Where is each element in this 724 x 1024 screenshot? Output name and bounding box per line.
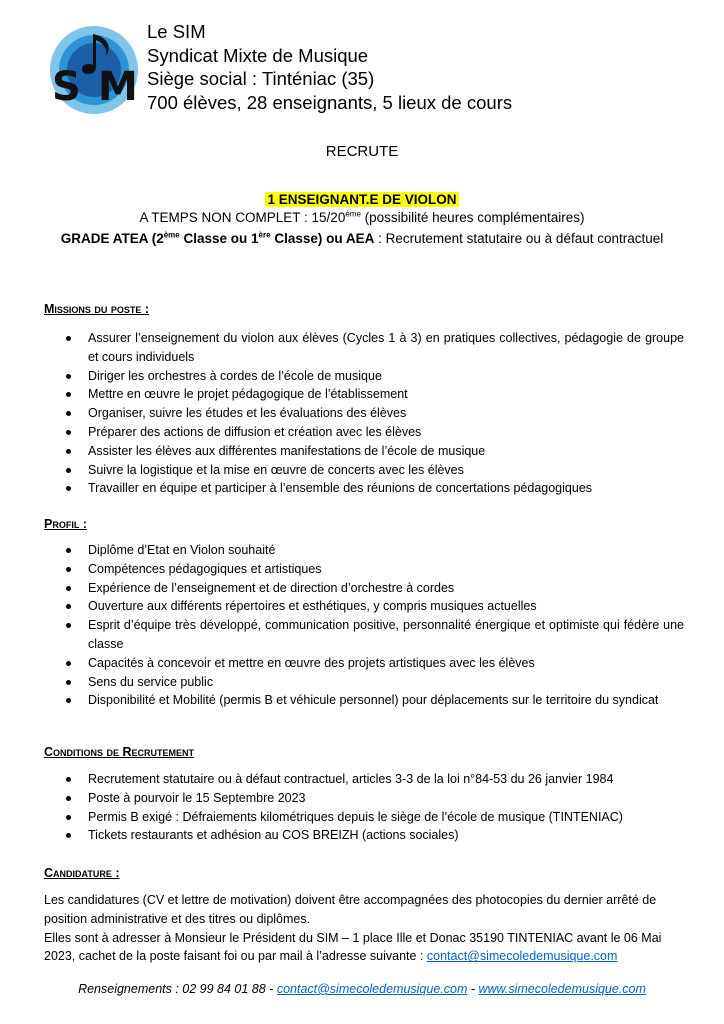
candidature-text xyxy=(44,891,684,966)
grade-c: Classe) ou AEA xyxy=(270,231,375,246)
list-item: Poste à pourvoir le 15 Septembre 2023 xyxy=(44,789,684,808)
header-text xyxy=(147,20,512,114)
list-item: Suivre la logistique et la mise en œuvre de concerts avec les élèves xyxy=(44,461,684,480)
footer-separator: - xyxy=(467,982,479,996)
list-item: Diriger les orchestres à cordes de l’école de musique xyxy=(44,367,684,386)
conditions-title: Conditions de Recrutement xyxy=(44,745,195,759)
list-item: Ouverture aux différents répertoires et esthétiques, y compris musiques actuelles xyxy=(44,597,684,616)
list-item: Disponibilité et Mobilité (permis B et véhicule personnel) pour déplacements sur le territoire du syndicat xyxy=(44,691,684,710)
candidature-p2 xyxy=(44,929,684,967)
bullet-icon xyxy=(66,698,71,703)
bullet-icon xyxy=(66,796,71,801)
footer-website-link[interactable]: www.simecoledemusique.com xyxy=(478,982,646,996)
bullet-icon xyxy=(66,411,71,416)
bullet-icon xyxy=(66,661,71,666)
bullet-icon xyxy=(66,486,71,491)
job-title-wrap xyxy=(0,191,724,209)
footer-label: Renseignements : 02 99 84 01 88 - xyxy=(78,982,277,996)
conditions-list xyxy=(44,770,684,845)
list-item: Travailler en équipe et participer à l’ensemble des réunions de concertations pédagogiques xyxy=(44,479,684,498)
time-prefix: A TEMPS NON COMPLET : 15/20 xyxy=(139,210,346,225)
bullet-icon xyxy=(66,430,71,435)
time-suffix: (possibilité heures complémentaires) xyxy=(360,210,585,225)
header-line: Le SIM xyxy=(147,21,206,42)
list-item: Assurer l’enseignement du violon aux élèves (Cycles 1 à 3) en pratiques collectives, pédagogie de groupe et cours individuels xyxy=(44,329,684,367)
time-line xyxy=(0,210,724,225)
list-item: Esprit d’équipe très développé, communication positive, personnalité énergique et optimiste qui fédère une classe xyxy=(44,616,684,654)
bullet-icon xyxy=(66,374,71,379)
grade-sup2: ère xyxy=(258,230,271,240)
list-item: Tickets restaurants et adhésion au COS BREIZH (actions sociales) xyxy=(44,826,684,845)
bullet-icon xyxy=(66,680,71,685)
footer xyxy=(0,982,724,996)
bullet-icon xyxy=(66,449,71,454)
bullet-icon xyxy=(66,604,71,609)
list-item: Recrutement statutaire ou à défaut contractuel, articles 3-3 de la loi n°84-53 du 26 janvier 1984 xyxy=(44,770,684,789)
profil-title: Profil : xyxy=(44,517,87,531)
list-item: Capacités à concevoir et mettre en œuvre des projets artistiques avec les élèves xyxy=(44,654,684,673)
grade-rest: : Recrutement statutaire ou à défaut contractuel xyxy=(374,231,664,246)
bullet-icon xyxy=(66,567,71,572)
bullet-icon xyxy=(66,777,71,782)
bullet-icon xyxy=(66,468,71,473)
grade-a: GRADE ATEA (2 xyxy=(60,231,164,246)
missions-list xyxy=(44,329,684,498)
svg-text:S: S xyxy=(52,64,79,110)
profil-list xyxy=(44,541,684,710)
bullet-icon xyxy=(66,586,71,591)
sim-logo xyxy=(46,22,142,118)
bullet-icon xyxy=(66,336,71,341)
list-item: Sens du service public xyxy=(44,673,684,692)
bullet-icon xyxy=(66,815,71,820)
header-line: Syndicat Mixte de Musique xyxy=(147,44,369,66)
time-sup: ème xyxy=(345,209,361,219)
grade-line xyxy=(60,229,664,248)
grade-sup1: ème xyxy=(163,230,180,240)
list-item: Assister les élèves aux différentes manifestations de l’école de musique xyxy=(44,442,684,461)
list-item: Organiser, suivre les études et les évaluations des élèves xyxy=(44,404,684,423)
svg-text:M: M xyxy=(98,64,136,110)
list-item: Diplôme d’Etat en Violon souhaité xyxy=(44,541,684,560)
bullet-icon xyxy=(66,833,71,838)
job-title: 1 ENSEIGNANT.E DE VIOLON xyxy=(267,192,457,207)
candidature-p1: Les candidatures (CV et lettre de motivation) doivent être accompagnées des photocopies du dernier arrêté de position administrative et des titres ou diplômes. xyxy=(44,893,657,926)
candidature-p2-text: Elles sont à adresser à Monsieur le Président du SIM – 1 place Ille et Donac 35190 TINTENIAC avant le 06 Mai 2023, cachet de la poste faisant foi ou par mail à l’adresse suivante : xyxy=(44,930,662,964)
list-item: Expérience de l’enseignement et de direction d’orchestre à cordes xyxy=(44,579,684,598)
bullet-icon xyxy=(66,548,71,553)
missions-title: Missions du poste : xyxy=(44,302,150,316)
header-line: 700 élèves, 28 enseignants, 5 lieux de cours xyxy=(147,91,513,113)
bullet-icon xyxy=(66,623,71,628)
grade-b: Classe ou 1 xyxy=(179,231,259,246)
candidature-title: Candidature : xyxy=(44,866,120,880)
list-item: Mettre en œuvre le projet pédagogique de l’établissement xyxy=(44,385,684,404)
list-item: Préparer des actions de diffusion et création avec les élèves xyxy=(44,423,684,442)
header-line: Siège social : Tinténiac (35) xyxy=(147,68,375,89)
candidature-email-link[interactable]: contact@simecoledemusique.com xyxy=(426,949,618,964)
footer-email-link[interactable]: contact@simecoledemusique.com xyxy=(276,982,468,996)
list-item: Permis B exigé : Défraiements kilométriques depuis le siège de l’école de musique (TINTENIAC) xyxy=(44,808,684,827)
recrute-heading: RECRUTE xyxy=(325,143,399,160)
list-item: Compétences pédagogiques et artistiques xyxy=(44,560,684,579)
bullet-icon xyxy=(66,392,71,397)
